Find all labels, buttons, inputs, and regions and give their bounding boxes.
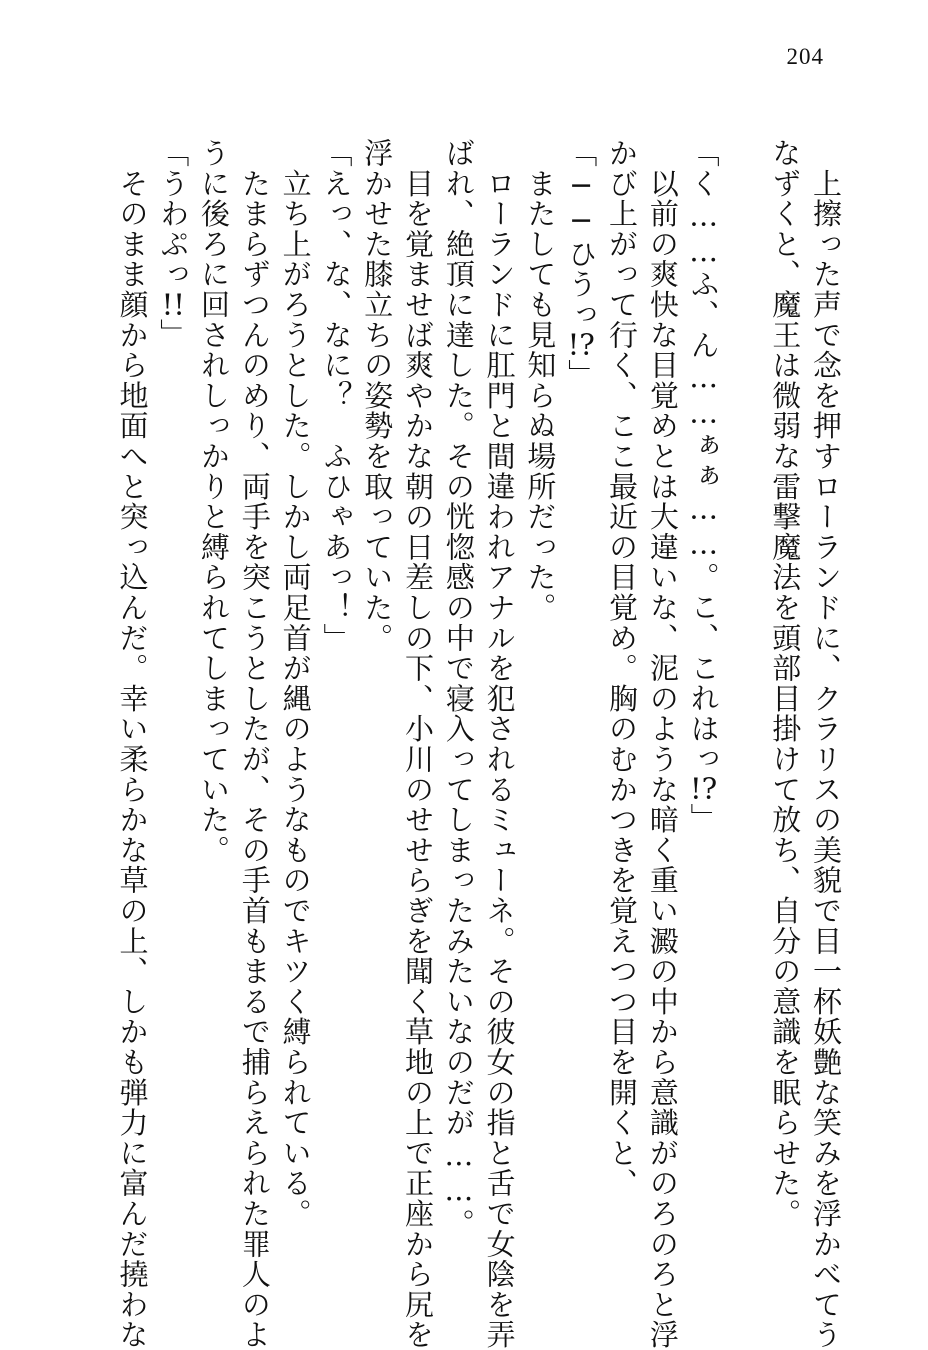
- text-line: たまらずつんのめり、両手を突こうとしたが、その手首もまるで捕らえられた罪人のよ: [237, 138, 272, 1350]
- text-line: うに後ろに回されしっかりと縛られてしまっていた。: [197, 138, 232, 866]
- text-line: 上擦った声で念を押すローランドに、クラリスの美貌で目一杯妖艶な笑みを浮かべてう: [809, 138, 843, 1350]
- text-line: 「──ひうっ!?」: [564, 138, 599, 390]
- text-line: 「えっ、な、なに？ ふひゃあっ！」: [319, 138, 354, 654]
- text-line: ローランドに肛門と間違われアナルを犯されるミューネ。その彼女の指と舌で女陰を弄: [482, 138, 517, 1350]
- text-line: 「く……ふ、ん……ぁぁ……。こ、これはっ!?」: [686, 138, 721, 834]
- text-line: またしても見知らぬ場所だった。: [523, 138, 558, 623]
- page-number: 204: [786, 44, 824, 69]
- vertical-body-text: [86, 138, 846, 1350]
- text-line: 立ち上がろうとした。しかし両足首が縄のようなものでキツく縛られている。: [278, 138, 313, 1229]
- text-line: 目を覚ませば爽やかな朝の日差しの下、小川のせせらぎを聞く草地の上で正座から尻を: [401, 138, 436, 1350]
- text-line-blank: [724, 138, 765, 1198]
- text-line: 以前の爽快な目覚めとは大違いな、泥のような暗く重い澱の中から意識がのろのろと浮: [645, 138, 680, 1350]
- text-line: そのまま顔から地面へと突っ込んだ。幸い柔らかな草の上、しかも弾力に富んだ撓わな: [115, 138, 150, 1350]
- text-line: かび上がって行く、ここ最近の目覚め。胸のむかつきを覚えつつ目を開くと、: [605, 138, 640, 1199]
- text-line: 浮かせた膝立ちの姿勢を取っていた。: [360, 138, 395, 654]
- text-line: なずくと、魔王は微弱な雷撃魔法を頭部目掛けて放ち、自分の意識を眠らせた。: [768, 138, 803, 1229]
- text-line: ばれ、絶頂に達した。その恍惚感の中で寝入ってしまったみたいなのだが……。: [441, 138, 476, 1239]
- text-line: 「うわぷっ!!」: [156, 138, 191, 349]
